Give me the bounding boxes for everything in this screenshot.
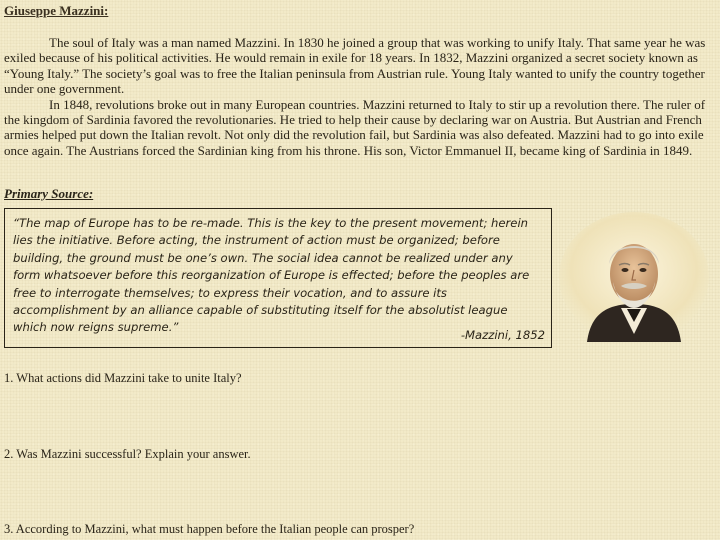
page-title: Giuseppe Mazzini:: [4, 3, 109, 18]
quote-attribution: -Mazzini, 1852: [460, 327, 545, 342]
paragraph-1: The soul of Italy was a man named Mazzini. In 1830 he joined a group that was working to unify Italy. That same year he was exiled because of his political activities. He would remain in exile for 18 years. In 1832, Mazzini organized a secret society known as “Young Italy.” The society’s goal was to free the Italian peninsula from Austrian rule. Young Italy wanted to unify the country together under one government.: [4, 35, 706, 97]
mazzini-portrait: [559, 212, 709, 342]
question-1: 1. What actions did Mazzini take to unite Italy?: [4, 371, 242, 385]
paragraph-2: In 1848, revolutions broke out in many European countries. Mazzini returned to Italy to stir up a revolution there. The ruler of the kingdom of Sardinia favored the revolutionaries. He tried to help their cause by declaring war on Austria. But Austrian and French armies helped put down the Italian revolt. Not only did the revolution fail, but Sardinia was also defeated. Mazzini had to go into exile once again. The Austrians forced the Sardinian king from his throne. His son, Victor Emmanuel II, became king of Sardinia in 1849.: [4, 96, 706, 158]
question-2: 2. Was Mazzini successful? Explain your answer.: [4, 447, 251, 461]
question-3: 3. According to Mazzini, what must happen before the Italian people can prosper?: [4, 522, 415, 536]
primary-source-quote-box: [4, 208, 552, 348]
primary-source-heading: Primary Source:: [4, 186, 94, 201]
body-text: [4, 35, 716, 158]
primary-source-quote: “The map of Europe has to be re-made. This is the key to the present movement; herein lies the initiative. Before acting, the instrument of action must be organized; before building, the ground must be one’s own. The social idea cannot be realized under any form whatsoever before this reorganization of Europe is effected; before the peoples are free to interrogate themselves; to express their vocation, and to assure its accomplishment by an alliance capable of substituting itself for the absolutist league which now reigns supreme.”: [13, 216, 530, 335]
